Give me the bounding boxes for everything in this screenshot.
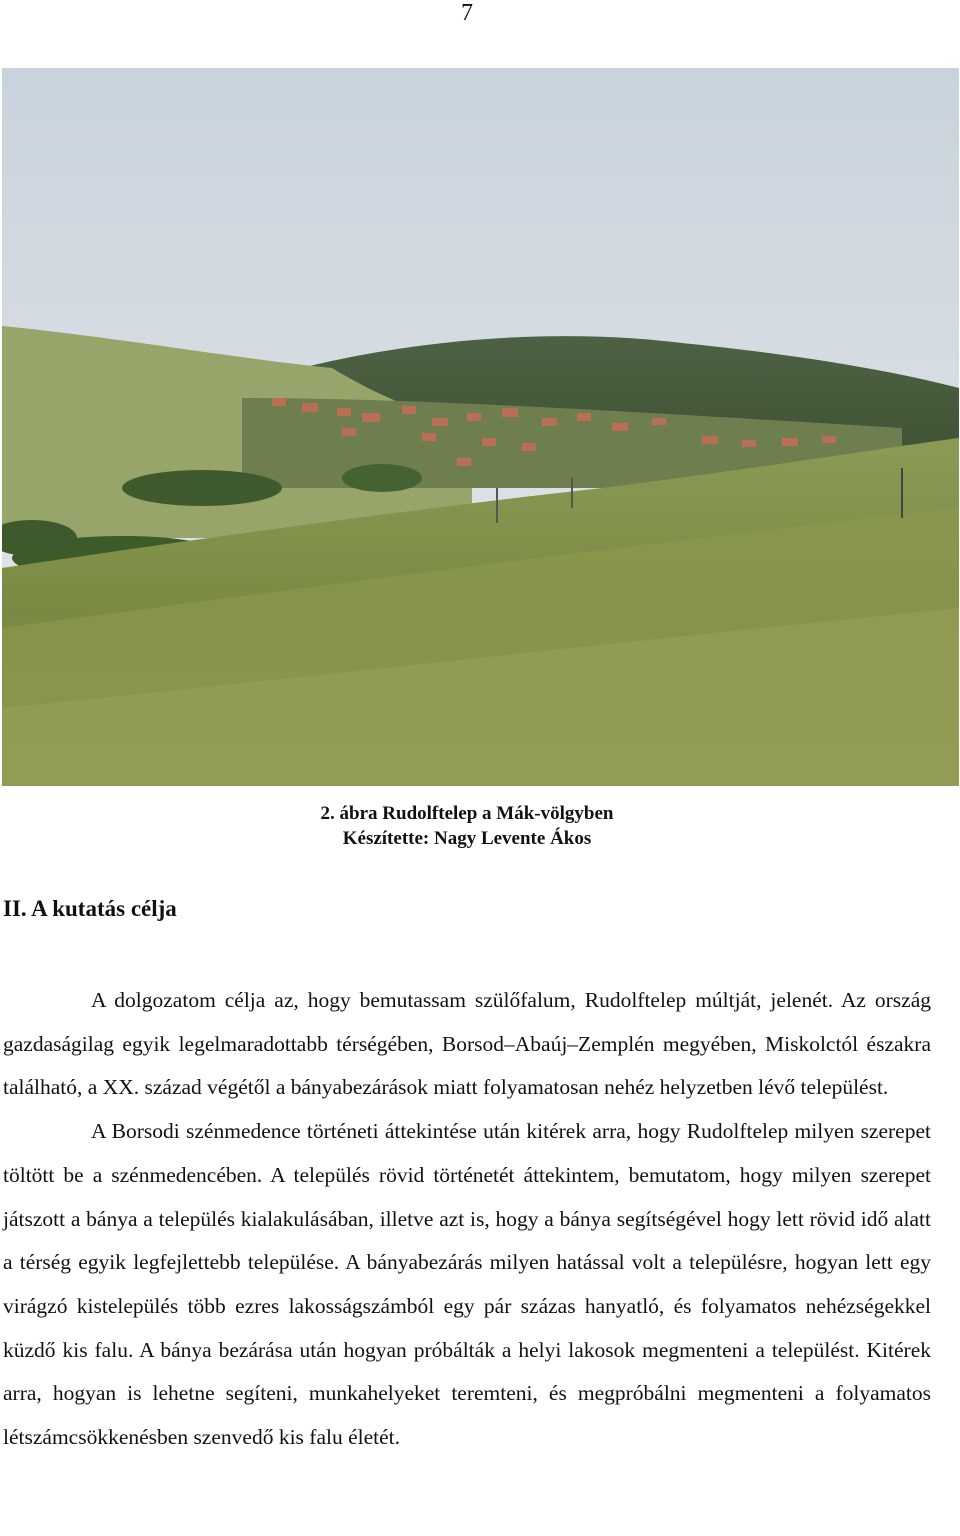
section-heading: II. A kutatás célja	[3, 896, 177, 921]
paragraph: A Borsodi szénmedence történeti áttekintése után kitérek arra, hogy Rudolftelep milyen szerepet töltött be a szénmedencében. A település rövid történetét áttekintem, bemutatom, hogy milyen szerepet játszott a bánya a település kialakulásában, illetve azt is, hogy a bánya segítségével hogy lett rövid idő alatt a térség egyik legfejlettebb települése. A bányabezárás milyen hatással volt a településre, hogyan lett egy virágzó kistelepülés több ezres lakosságszámból egy pár százas hanyatló, és folyamatos nehézségekkel küzdő kis falu. A bánya bezárása után hogyan próbálták a helyi lakosok megmenteni a települést. Kitérek arra, hogyan is lehetne segíteni, munkahelyeket teremteni, és megpróbálni megmenteni a folyamatos létszámcsökkenésben szenvedő kis falu életét.	[3, 1119, 931, 1450]
page-number: 7	[461, 0, 473, 26]
paragraph: A dolgozatom célja az, hogy bemutassam szülőfalum, Rudolftelep múltját, jelenét. Az ország gazdaságilag egyik legelmaradottabb térségében, Borsod–Abaúj–Zemplén megyében, Miskolctól északra található, a XX. század végétől a bányabezárások miatt folyamatosan nehéz helyzetben lévő települést.	[3, 988, 931, 1100]
figure-caption-credit: Készítette: Nagy Levente Ákos	[342, 828, 592, 849]
body-text	[3, 979, 931, 1460]
landscape-photo	[2, 68, 959, 786]
figure-caption-title: 2. ábra Rudolftelep a Mák-völgyben	[320, 803, 614, 824]
